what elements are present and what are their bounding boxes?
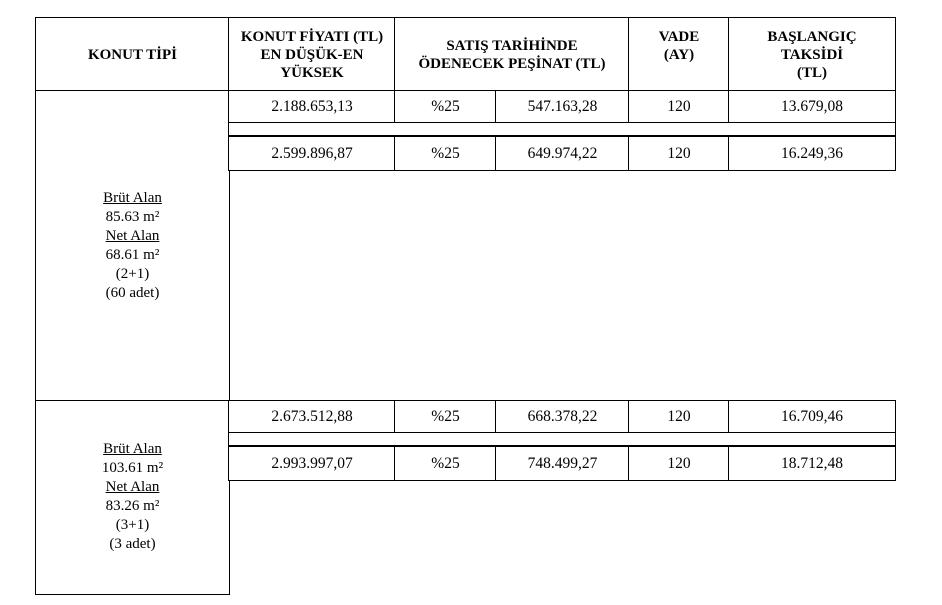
g1-row2-price: 2.599.896,87 xyxy=(228,136,396,171)
g1-spacer-row xyxy=(228,122,896,136)
header-type xyxy=(35,17,230,92)
header-price xyxy=(228,17,396,92)
group-2-count: (3 adet) xyxy=(109,536,156,552)
g1-row2-down: 649.974,22 xyxy=(495,136,630,171)
g1-row1-down: 547.163,28 xyxy=(495,90,630,124)
g1-row2-term: 120 xyxy=(628,136,730,171)
g2-row2-term: 120 xyxy=(628,446,730,481)
header-term xyxy=(628,17,730,92)
g2-row2-down: 748.499,27 xyxy=(495,446,630,481)
header-installment xyxy=(728,17,896,92)
g2-row2-price: 2.993.997,07 xyxy=(228,446,396,481)
group-1-type-info xyxy=(35,189,230,303)
g2-row1-rate: %25 xyxy=(394,400,497,434)
group-2-gross-label: Brüt Alan xyxy=(103,441,162,457)
g2-row1-term: 120 xyxy=(628,400,730,434)
group-2-gross-value: 103.61 m² xyxy=(101,460,164,476)
g1-row2-installment: 16.249,36 xyxy=(728,136,896,171)
header-price-line2: EN DÜŞÜK-EN xyxy=(260,47,364,63)
group-2-net-label: Net Alan xyxy=(105,479,160,495)
header-term-line2: (AY) xyxy=(663,47,695,63)
g2-row1-price: 2.673.512,88 xyxy=(228,400,396,434)
g1-row1-rate: %25 xyxy=(394,90,497,124)
group-1-net-label: Net Alan xyxy=(105,228,160,244)
group-2-net-value: 83.26 m² xyxy=(105,498,160,514)
g1-row1-term: 120 xyxy=(628,90,730,124)
group-2-rooms: (3+1) xyxy=(115,517,150,533)
group-1-rooms: (2+1) xyxy=(115,266,150,282)
g1-row1-installment: 13.679,08 xyxy=(728,90,896,124)
g1-row1-price: 2.188.653,13 xyxy=(228,90,396,124)
g2-spacer-row xyxy=(228,432,896,446)
header-term-line1: VADE xyxy=(658,29,700,45)
group-1-net-value: 68.61 m² xyxy=(105,247,160,263)
group-2-type-info xyxy=(35,440,230,554)
group-1-gross-value: 85.63 m² xyxy=(105,209,160,225)
header-price-line3: YÜKSEK xyxy=(280,65,344,81)
header-inst-line3: (TL) xyxy=(797,65,827,81)
g2-row1-installment: 16.709,46 xyxy=(728,400,896,434)
g2-row2-installment: 18.712,48 xyxy=(728,446,896,481)
header-down-payment xyxy=(394,17,630,92)
g2-row2-rate: %25 xyxy=(394,446,497,481)
header-inst-line1: BAŞLANGIÇ xyxy=(767,29,857,45)
header-price-line1: KONUT FİYATI (TL) xyxy=(240,29,384,45)
group-1-count: (60 adet) xyxy=(105,285,160,301)
header-down-line1: SATIŞ TARİHİNDE xyxy=(446,37,578,54)
header-type-label: KONUT TİPİ xyxy=(87,46,178,63)
g2-row1-down: 668.378,22 xyxy=(495,400,630,434)
g1-row2-rate: %25 xyxy=(394,136,497,171)
header-down-line2: ÖDENECEK PEŞİNAT (TL) xyxy=(418,55,606,72)
group-1-gross-label: Brüt Alan xyxy=(103,190,162,206)
header-inst-line2: TAKSİDİ xyxy=(780,47,844,63)
